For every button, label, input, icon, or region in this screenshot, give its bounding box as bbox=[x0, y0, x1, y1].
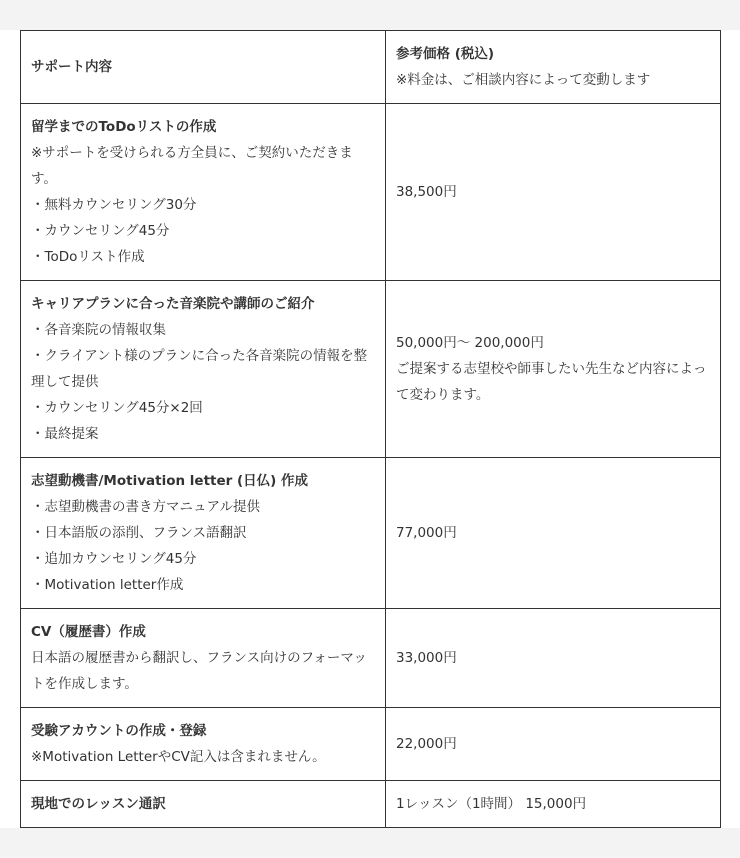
support-title: 志望動機書/Motivation letter (日仏) 作成 bbox=[31, 473, 309, 489]
table-row bbox=[21, 781, 721, 828]
support-cell bbox=[21, 104, 386, 281]
price-cell bbox=[386, 708, 721, 781]
header-col2-title: 参考価格 (税込) bbox=[396, 46, 495, 62]
pricing-table bbox=[20, 30, 721, 828]
support-line: ・ToDoリスト作成 bbox=[31, 249, 145, 265]
price-cell bbox=[386, 104, 721, 281]
support-line: ・各音楽院の情報収集 bbox=[31, 322, 166, 338]
support-cell bbox=[21, 708, 386, 781]
support-line: ・無料カウンセリング30分 bbox=[31, 197, 197, 213]
page-content bbox=[0, 30, 740, 828]
support-line: ※Motivation LetterやCV記入は含まれません。 bbox=[31, 749, 326, 765]
support-cell bbox=[21, 781, 386, 828]
support-line: ・カウンセリング45分×2回 bbox=[31, 400, 203, 416]
table-row bbox=[21, 609, 721, 708]
table-row bbox=[21, 281, 721, 458]
price-value: 1レッスン（1時間） 15,000円 bbox=[396, 796, 587, 812]
price-value: 33,000円 bbox=[396, 650, 457, 666]
header-support-content bbox=[21, 31, 386, 104]
support-line: ・Motivation letter作成 bbox=[31, 577, 184, 593]
support-title: キャリアプランに合った音楽院や講師のご紹介 bbox=[31, 296, 315, 312]
support-line: ・志望動機書の書き方マニュアル提供 bbox=[31, 499, 260, 515]
support-cell bbox=[21, 609, 386, 708]
support-title: 受験アカウントの作成・登録 bbox=[31, 723, 207, 739]
price-cell bbox=[386, 609, 721, 708]
price-value: 22,000円 bbox=[396, 736, 457, 752]
table-header-row bbox=[21, 31, 721, 104]
support-line: ・カウンセリング45分 bbox=[31, 223, 170, 239]
support-title: CV（履歴書）作成 bbox=[31, 624, 146, 640]
support-line: ・日本語版の添削、フランス語翻訳 bbox=[31, 525, 247, 541]
support-cell bbox=[21, 458, 386, 609]
price-note: ご提案する志望校や師事したい先生など内容によって変わります。 bbox=[396, 361, 707, 403]
price-cell bbox=[386, 281, 721, 458]
price-cell bbox=[386, 458, 721, 609]
support-line: ※サポートを受けられる方全員に、ご契約いただきます。 bbox=[31, 145, 353, 187]
support-line: 日本語の履歴書から翻訳し、フランス向けのフォーマットを作成します。 bbox=[31, 650, 367, 692]
support-title: 現地でのレッスン通訳 bbox=[31, 796, 166, 812]
header-col2-note: ※料金は、ご相談内容によって変動します bbox=[396, 72, 651, 88]
header-price bbox=[386, 31, 721, 104]
price-value: 38,500円 bbox=[396, 184, 457, 200]
header-col1-label: サポート内容 bbox=[31, 59, 112, 75]
table-row bbox=[21, 104, 721, 281]
support-title: 留学までのToDoリストの作成 bbox=[31, 119, 217, 135]
support-line: ・最終提案 bbox=[31, 426, 99, 442]
support-line: ・追加カウンセリング45分 bbox=[31, 551, 197, 567]
price-value: 77,000円 bbox=[396, 525, 457, 541]
table-row bbox=[21, 458, 721, 609]
price-value: 50,000円〜 200,000円 bbox=[396, 335, 544, 351]
support-cell bbox=[21, 281, 386, 458]
price-cell bbox=[386, 781, 721, 828]
support-line: ・クライアント様のプランに合った各音楽院の情報を整理して提供 bbox=[31, 348, 368, 390]
table-row bbox=[21, 708, 721, 781]
